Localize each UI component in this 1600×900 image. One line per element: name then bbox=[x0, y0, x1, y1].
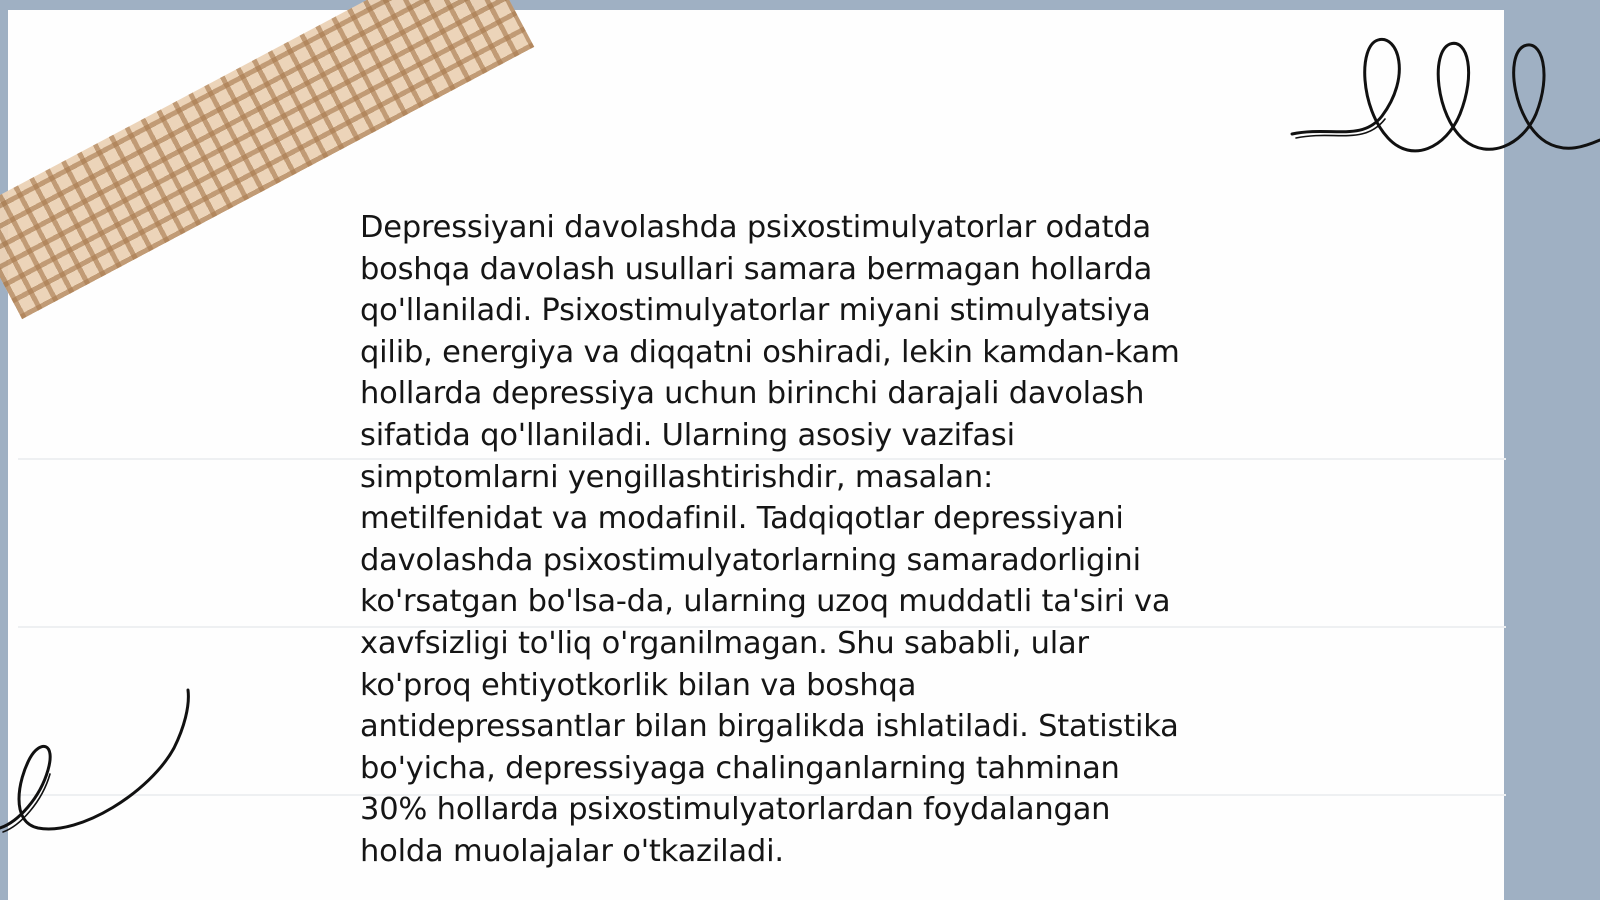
body-paragraph: Depressiyani davolashda psixostimulyatorlar odatda boshqa davolash usullari samara bermagan hollarda qo'llaniladi. Psixostimulyatorlar miyani stimulyatsiya qilib, energiya va diqqatni oshiradi, lekin kamdan-kam hollarda depressiya uchun birinchi darajali davolash sifatida qo'llaniladi. Ularning asosiy vazifasi simptomlarni yengillashtirishdir, masalan: metilfenidat va modafinil. Tadqiqotlar depressiyani davolashda psixostimulyatorlarning samaradorligini ko'rsatgan bo'lsa-da, ularning uzoq muddatli ta'siri va xavfsizligi to'liq o'rganilmagan. Shu sababli, ular ko'proq ehtiyotkorlik bilan va boshqa antidepressantlar bilan birgalikda ishlatiladi. Statistika bo'yicha, depressiyaga chalinganlarning tahminan 30% hollarda psixostimulyatorlardan foydalangan holda muolajalar o'tkaziladi. bbox=[360, 210, 1180, 869]
loop-squiggle-top-right bbox=[1290, 30, 1600, 170]
loop-squiggle-bottom-left bbox=[0, 688, 200, 858]
